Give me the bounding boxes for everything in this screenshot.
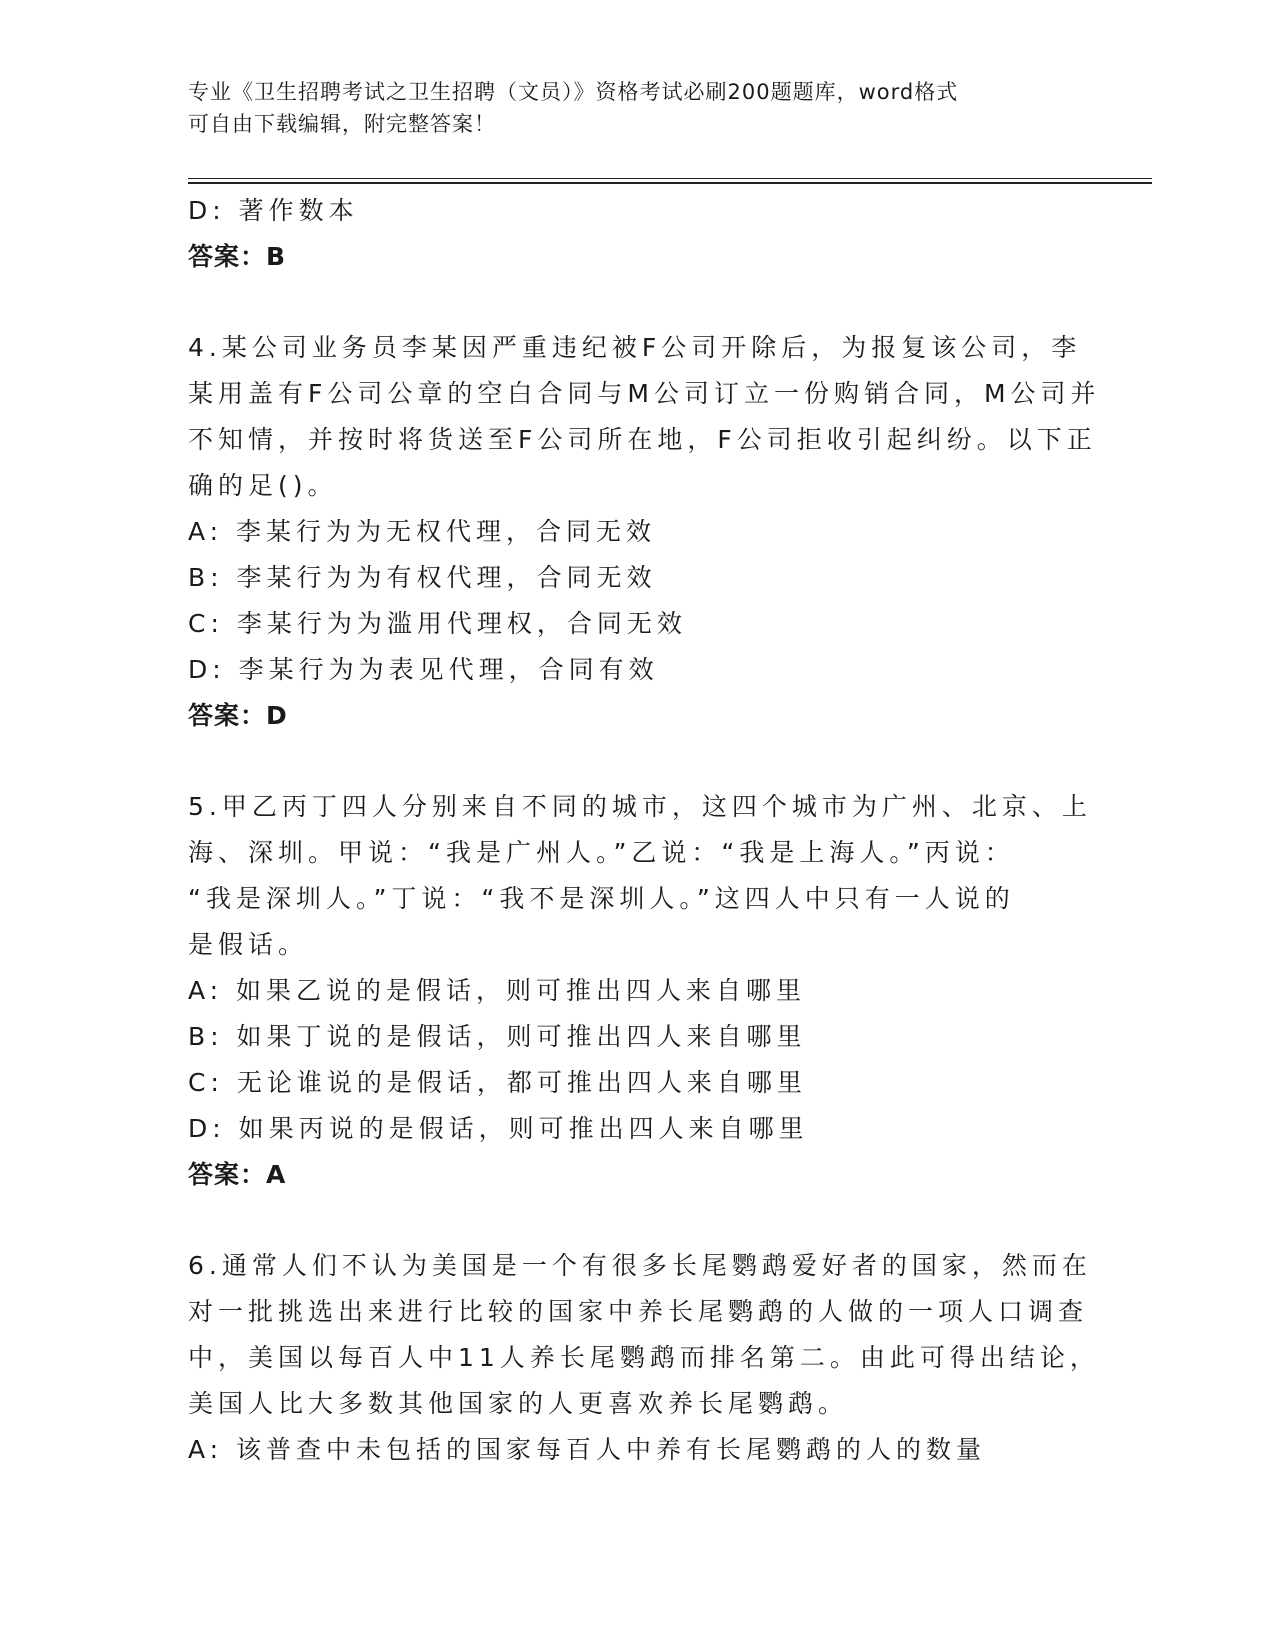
- option-c: C: 李某行为为滥用代理权，合同无效: [188, 609, 687, 638]
- question-text-line: 美国人比大多数其他国家的人更喜欢养长尾鹦鹉。: [188, 1389, 849, 1418]
- option-c: C: 无论谁说的是假话，都可推出四人来自哪里: [188, 1068, 807, 1097]
- spacer: [188, 1198, 1088, 1243]
- question-text-line: 6.通常人们不认为美国是一个有很多长尾鹦鹉爱好者的国家，然而在: [188, 1251, 1092, 1280]
- option-d: D: 著作数本: [188, 196, 359, 225]
- question-content: [188, 188, 1101, 1473]
- option-b: B: 如果丁说的是假话，则可推出四人来自哪里: [188, 1022, 807, 1051]
- question-6: [188, 1243, 1100, 1473]
- question-text-line: “我是深圳人。”丁说：“我不是深圳人。”这四人中只有一人说的: [188, 884, 1015, 913]
- option-a: A: 如果乙说的是假话，则可推出四人来自哪里: [188, 976, 807, 1005]
- question-text-line: 确的足()。: [188, 471, 338, 500]
- header-divider-thin: [188, 178, 1152, 179]
- question-text-line: 中，美国以每百人中11人养长尾鹦鹉而排名第二。由此可得出结论，: [188, 1343, 1100, 1372]
- answer-line: 答案：D: [188, 701, 288, 730]
- question-text-line: 5.甲乙丙丁四人分别来自不同的城市，这四个城市为广州、北京、上: [188, 792, 1092, 821]
- option-d: D: 如果丙说的是假话，则可推出四人来自哪里: [188, 1114, 809, 1143]
- question-text-line: 4.某公司业务员李某因严重违纪被F公司开除后，为报复该公司，李: [188, 333, 1082, 362]
- header-divider-thick: [188, 182, 1152, 184]
- question-text-line: 某用盖有F公司公章的空白合同与M公司订立一份购销合同，M公司并: [188, 379, 1101, 408]
- question-4: [188, 325, 1101, 739]
- option-a: A: 李某行为为无权代理，合同无效: [188, 517, 657, 546]
- question-5: [188, 784, 1092, 1198]
- spacer: [188, 280, 1088, 325]
- spacer: [188, 739, 1088, 784]
- header-line-2: 可自由下载编辑，附完整答案！: [188, 112, 496, 136]
- option-b: B: 李某行为为有权代理，合同无效: [188, 563, 657, 592]
- header-line-1: 专业《卫生招聘考试之卫生招聘（文员）》资格考试必刷200题题库，word格式: [188, 80, 959, 104]
- document-header: [188, 76, 1088, 140]
- question-text-line: 对一批挑选出来进行比较的国家中养长尾鹦鹉的人做的一项人口调查: [188, 1297, 1089, 1326]
- option-d: D: 李某行为为表见代理，合同有效: [188, 655, 659, 684]
- answer-line: 答案：B: [188, 242, 287, 271]
- question-text-line: 海、深圳。甲说：“我是广州人。”乙说：“我是上海人。”丙说：: [188, 838, 1015, 867]
- question-text-line: 是假话。: [188, 930, 309, 959]
- answer-line: 答案：A: [188, 1160, 287, 1189]
- question-text-line: 不知情，并按时将货送至F公司所在地，F公司拒收引起纠纷。以下正: [188, 425, 1097, 454]
- previous-question-tail: [188, 188, 1088, 280]
- option-a: A: 该普查中未包括的国家每百人中养有长尾鹦鹉的人的数量: [188, 1435, 987, 1464]
